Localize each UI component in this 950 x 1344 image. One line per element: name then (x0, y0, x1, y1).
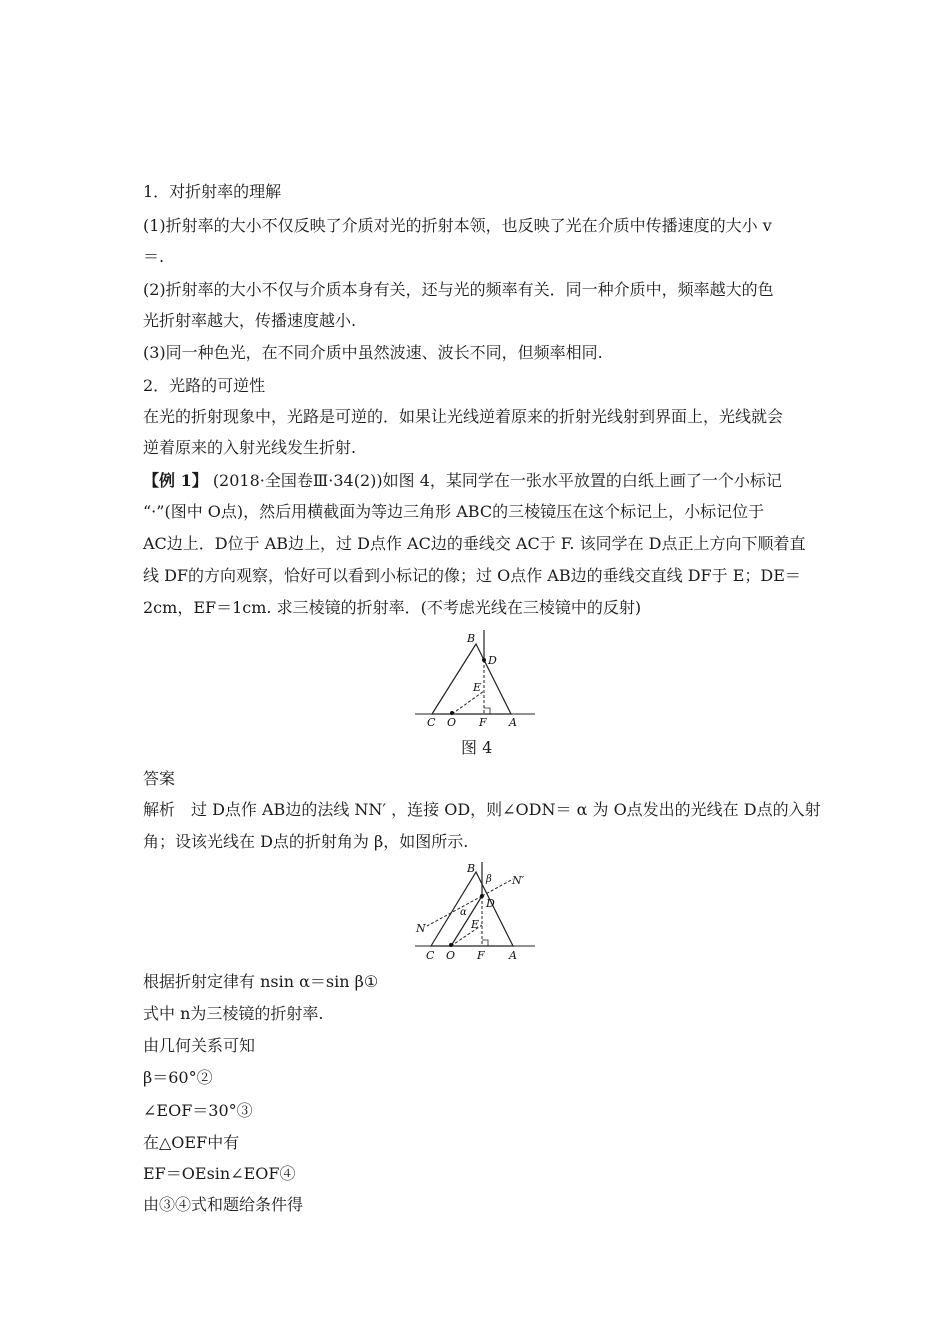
example-line1 (143, 471, 782, 491)
section1-title: 1．对折射率的理解 (143, 182, 282, 201)
example-tag: 【例 1】 (143, 471, 208, 490)
label-beta: β (486, 874, 492, 885)
label-C: C (427, 716, 436, 728)
solution-line4: β＝60°② (143, 1068, 213, 1087)
point-O (449, 943, 453, 947)
label-B: B (467, 632, 476, 645)
answer-title: 答案 (143, 769, 176, 788)
section1-paragraph1-cont: ＝. (143, 247, 165, 266)
label-D: D (486, 897, 495, 910)
right-angle-mark (484, 708, 490, 714)
label-F: F (477, 949, 485, 962)
section2-paragraph: 在光的折射现象中，光路是可逆的．如果让光线逆着原来的折射光线射到界面上，光线就会 (143, 407, 784, 426)
label-O: O (446, 949, 456, 962)
solution-line8: 由③④式和题给条件得 (143, 1195, 304, 1214)
figure4-caption: 图 4 (461, 738, 493, 757)
label-D: D (488, 654, 497, 667)
label-Nprime: N′ (512, 874, 525, 887)
figure4-diagram (405, 628, 545, 728)
analysis-line2: 角；设该光线在 D点的折射角为 β，如图所示. (143, 832, 469, 851)
label-alpha: α (460, 907, 467, 918)
section1-paragraph2: (2)折射率的大小不仅与介质本身有关，还与光的频率有关．同一种介质中，频率越大的色 (143, 280, 774, 299)
label-A: A (509, 716, 517, 728)
section2-paragraph-cont: 逆着原来的入射光线发生折射. (143, 438, 357, 457)
section1-paragraph1: (1)折射率的大小不仅反映了介质对光的折射本领，也反映了光在介质中传播速度的大小 v (143, 216, 772, 235)
prism-triangle (431, 872, 513, 946)
solution-line6: 在△OEF中有 (143, 1133, 240, 1152)
label-B: B (467, 862, 476, 875)
point-D (482, 658, 486, 662)
right-angle-mark (482, 940, 488, 946)
solution-line2: 式中 n为三棱镜的折射率. (143, 1004, 324, 1023)
point-O (450, 711, 454, 715)
analysis-diagram (405, 862, 545, 966)
solution-line5: ∠EOF＝30°③ (143, 1101, 253, 1120)
label-F: F (479, 716, 487, 728)
solution-line7: EF＝OEsin∠EOF④ (143, 1164, 296, 1183)
point-D (480, 894, 484, 898)
solution-line3: 由几何关系可知 (143, 1036, 256, 1055)
example-text1: (2018·全国卷Ⅲ·34(2))如图 4，某同学在一张水平放置的白纸上画了一个小标记 (212, 471, 782, 490)
section2-title: 2．光路的可逆性 (143, 376, 266, 395)
section1-paragraph3: (3)同一种色光，在不同介质中虽然波速、波长不同，但频率相同. (143, 343, 603, 362)
section1-paragraph2-cont: 光折射率越大，传播速度越小. (143, 311, 357, 330)
example-line3: AC边上．D位于 AB边上，过 D点作 AC边的垂线交 AC于 F. 该同学在 D点正上方向下顺着直 (143, 534, 806, 553)
prism-triangle (432, 644, 511, 714)
example-line2: “·”(图中 O点)，然后用横截面为等边三角形 ABC的三棱镜压在这个标记上，小标记位于 (143, 502, 765, 521)
label-C: C (426, 949, 435, 962)
label-E: E (471, 918, 480, 931)
label-N: N (416, 922, 426, 935)
label-A: A (509, 949, 517, 962)
example-line5: 2cm，EF＝1cm. 求三棱镜的折射率．(不考虑光线在三棱镜中的反射) (143, 598, 642, 617)
solution-line1: 根据折射定律有 nsin α＝sin β① (143, 972, 379, 991)
label-O: O (447, 716, 457, 728)
example-line4: 线 DF的方向观察，恰好可以看到小标记的像；过 O点作 AB边的垂线交直线 DF于 E；DE＝ (143, 566, 801, 585)
analysis-line1: 解析 过 D点作 AB边的法线 NN′ ，连接 OD，则∠ODN＝ α 为 O点发出的光线在 D点的入射 (143, 800, 821, 819)
line-OE (452, 691, 484, 714)
label-E: E (473, 681, 482, 694)
